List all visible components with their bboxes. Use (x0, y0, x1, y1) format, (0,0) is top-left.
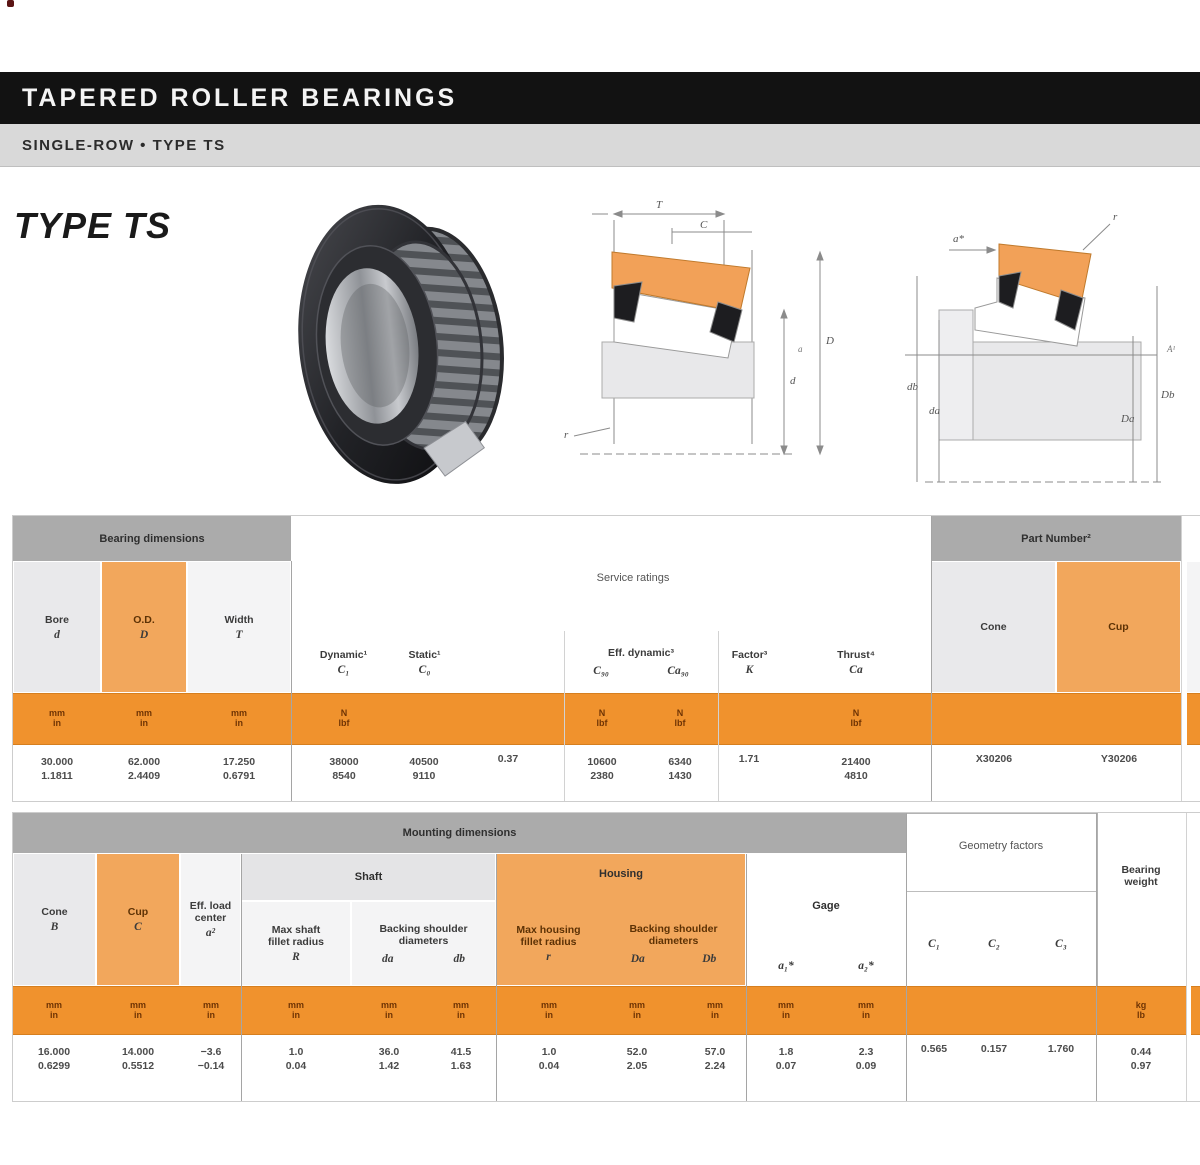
t1-col-cone: Cone (932, 562, 1055, 692)
t2-unit-center: mm in (202, 999, 219, 1020)
dim-d: d (790, 375, 796, 387)
t1-unit-od: mm in (135, 708, 152, 728)
t2-col-gage-a2: a₂* (858, 959, 874, 972)
dim-T: T (656, 199, 663, 211)
t2-line-2 (496, 854, 497, 1101)
t1-col-factor-k: Factor³ K (731, 648, 768, 676)
t1-unit-thrust: N lbf (850, 708, 862, 728)
t1-unit-ca90: N lbf (674, 708, 686, 728)
t1-line-1 (291, 561, 292, 801)
t1-data-factor-k: 1.71 (738, 753, 760, 765)
dim-C: C (700, 219, 708, 231)
t2-data-Db: 57.0 2.24 (704, 1046, 726, 1072)
t1-col-eff-dynamic: Eff. dynamic³ C₉₀ Ca₉₀ (564, 631, 718, 693)
t2-data-a1: 1.8 0.07 (775, 1046, 797, 1072)
t2-unit-db: mm in (452, 999, 469, 1020)
bearing-photo-group (295, 198, 510, 490)
t2-group-shaft: Shaft (242, 854, 495, 900)
t2-unit-Da: mm in (628, 999, 645, 1020)
t2-col-housing-fillet: Max housing fillet radius r (516, 924, 581, 963)
t1-line-4 (931, 516, 932, 801)
t1-group-dimensions: Bearing dimensions (13, 516, 291, 561)
bearing-photo (295, 198, 510, 490)
t2-group-housing: Housing (599, 868, 643, 880)
t1-data-dynamic: 38000 8540 (329, 756, 359, 782)
t2-group-gage: Gage (812, 900, 840, 912)
housing-shoulder-symbols: Da Db (630, 952, 717, 965)
t2-col-geo-c2: C₂ (988, 937, 1000, 950)
t1-col-od: O.D. D (102, 562, 186, 692)
t2-col-geo-c3: C₃ (1055, 937, 1067, 950)
t2-data-geo-c1: 0.565 (920, 1043, 948, 1055)
t1-data-width: 17.250 0.6791 (222, 756, 256, 782)
t1-unit-row-sliver (1187, 693, 1200, 745)
t1-col-thrust: Thrust⁴ Ca (837, 648, 875, 676)
t1-data-od: 62.000 2.4409 (127, 756, 161, 782)
t1-col-static: Static¹ C₀ (408, 648, 441, 676)
t1-unit-c90: N lbf (596, 708, 608, 728)
t2-unit-weight: kg lb (1135, 999, 1147, 1020)
t1-line-2 (564, 631, 565, 801)
t2-unit-cone-b: mm in (45, 999, 62, 1020)
t2-group-mounting: Mounting dimensions (13, 813, 906, 853)
t2-col-weight: Bearing weight (1121, 864, 1161, 888)
t2-col-shaft-fillet: Max shaft fillet radius R (242, 902, 350, 985)
t2-unit-a1: mm in (777, 999, 794, 1020)
t1-line-3 (718, 631, 719, 801)
mounted-diagram (905, 190, 1200, 492)
t2-col-housing-shoulder: Backing shoulder diameters Da Db (602, 902, 745, 985)
t1-col-cup: Cup (1057, 562, 1180, 692)
note-A1: A¹ (1167, 344, 1176, 354)
t2-unit-a2: mm in (857, 999, 874, 1020)
t2-data-geo-c2: 0.157 (980, 1043, 1008, 1055)
print-artifact (7, 0, 14, 7)
page-subtitle: SINGLE-ROW • TYPE TS (22, 136, 226, 154)
t2-line-6 (1186, 813, 1187, 1101)
t2-data-cone-b: 16.000 0.6299 (37, 1046, 71, 1072)
dim-r: r (564, 429, 569, 441)
t2-data-db: 41.5 1.63 (450, 1046, 472, 1072)
t2-unit-row-sliver (1191, 986, 1200, 1035)
t2-unit-da: mm in (380, 999, 397, 1020)
t1-line-5 (1181, 516, 1182, 801)
t1-data-bore: 30.000 1.1811 (40, 756, 74, 782)
t2-data-geo-c3: 1.760 (1047, 1043, 1075, 1055)
t2-line-4 (906, 813, 907, 1101)
dim-r2: r (1113, 211, 1118, 223)
t2-data-center: −3.6 −0.14 (197, 1046, 225, 1072)
t1-data-ca90: 6340 1430 (668, 756, 692, 782)
t1-col-factor-e (453, 631, 564, 693)
t2-unit-housing-fillet: mm in (540, 999, 557, 1020)
t1-sliver-header (1187, 562, 1200, 692)
ratings-table (12, 515, 1200, 802)
dim-Db: Db (1161, 389, 1175, 401)
t2-col-shaft-shoulder: Backing shoulder diameters da db (352, 902, 495, 985)
t1-data-thrust: 21400 4810 (841, 756, 871, 782)
t2-col-center: Eff. load center a² (181, 854, 240, 985)
t2-col-cup-c: Cup C (97, 854, 179, 985)
subheader-bar (0, 124, 1200, 167)
note-a: a (798, 344, 803, 354)
t1-data-factor-e: 0.37 (497, 753, 519, 765)
t2-data-cup-c: 14.000 0.5512 (121, 1046, 155, 1072)
t2-data-housing-fillet: 1.0 0.04 (538, 1046, 560, 1072)
eff-symbols: C₉₀ Ca₉₀ (593, 665, 689, 677)
cross-section-diagram (552, 192, 904, 488)
section-title: TYPE TS (14, 205, 172, 246)
t2-data-shaft-fillet: 1.0 0.04 (285, 1046, 307, 1072)
t2-unit-Db: mm in (706, 999, 723, 1020)
page-title: TAPERED ROLLER BEARINGS (22, 83, 458, 112)
t2-data-a2: 2.3 0.09 (855, 1046, 877, 1072)
t1-data-cone: X30206 (975, 753, 1013, 765)
t2-line-5 (1096, 813, 1097, 1101)
t2-data-Da: 52.0 2.05 (626, 1046, 648, 1072)
dim-D: D (826, 335, 834, 347)
dim-db: db (907, 381, 918, 393)
t1-unit-dynamic: N lbf (338, 708, 350, 728)
dim-da: da (929, 405, 940, 417)
dim-Da: Da (1121, 413, 1135, 425)
t2-data-weight: 0.44 0.97 (1130, 1046, 1152, 1072)
header-bar (0, 72, 1200, 124)
t1-data-static: 40500 9110 (409, 756, 439, 782)
t1-group-partnumber: Part Number² (931, 516, 1181, 561)
t2-line-1 (241, 854, 242, 1101)
t2-geometry-divider (906, 891, 1096, 892)
t2-col-geo-c1: C₁ (928, 937, 940, 950)
t1-unit-bore: mm in (48, 708, 65, 728)
t1-col-bore: Bore d (14, 562, 100, 692)
t1-unit-width: mm in (230, 708, 247, 728)
t2-data-da: 36.0 1.42 (378, 1046, 400, 1072)
t2-unit-cup-c: mm in (129, 999, 146, 1020)
mounting-table (12, 812, 1200, 1102)
t1-col-dynamic: Dynamic¹ C₁ (319, 648, 368, 676)
t2-group-geometry: Geometry factors (958, 840, 1044, 852)
t1-data-cup: Y30206 (1100, 753, 1138, 765)
t1-col-width: Width T (188, 562, 290, 692)
t1-group-ratings: Service ratings (596, 572, 670, 584)
dim-a-star: a* (953, 233, 964, 245)
shaft-shoulder-symbols: da db (382, 952, 465, 965)
t2-unit-shaft-fillet: mm in (287, 999, 304, 1020)
t1-data-c90: 10600 2380 (587, 756, 617, 782)
t2-line-3 (746, 854, 747, 1101)
t2-col-gage-a1: a₁* (778, 959, 794, 972)
t2-col-cone-b: Cone B (14, 854, 95, 985)
